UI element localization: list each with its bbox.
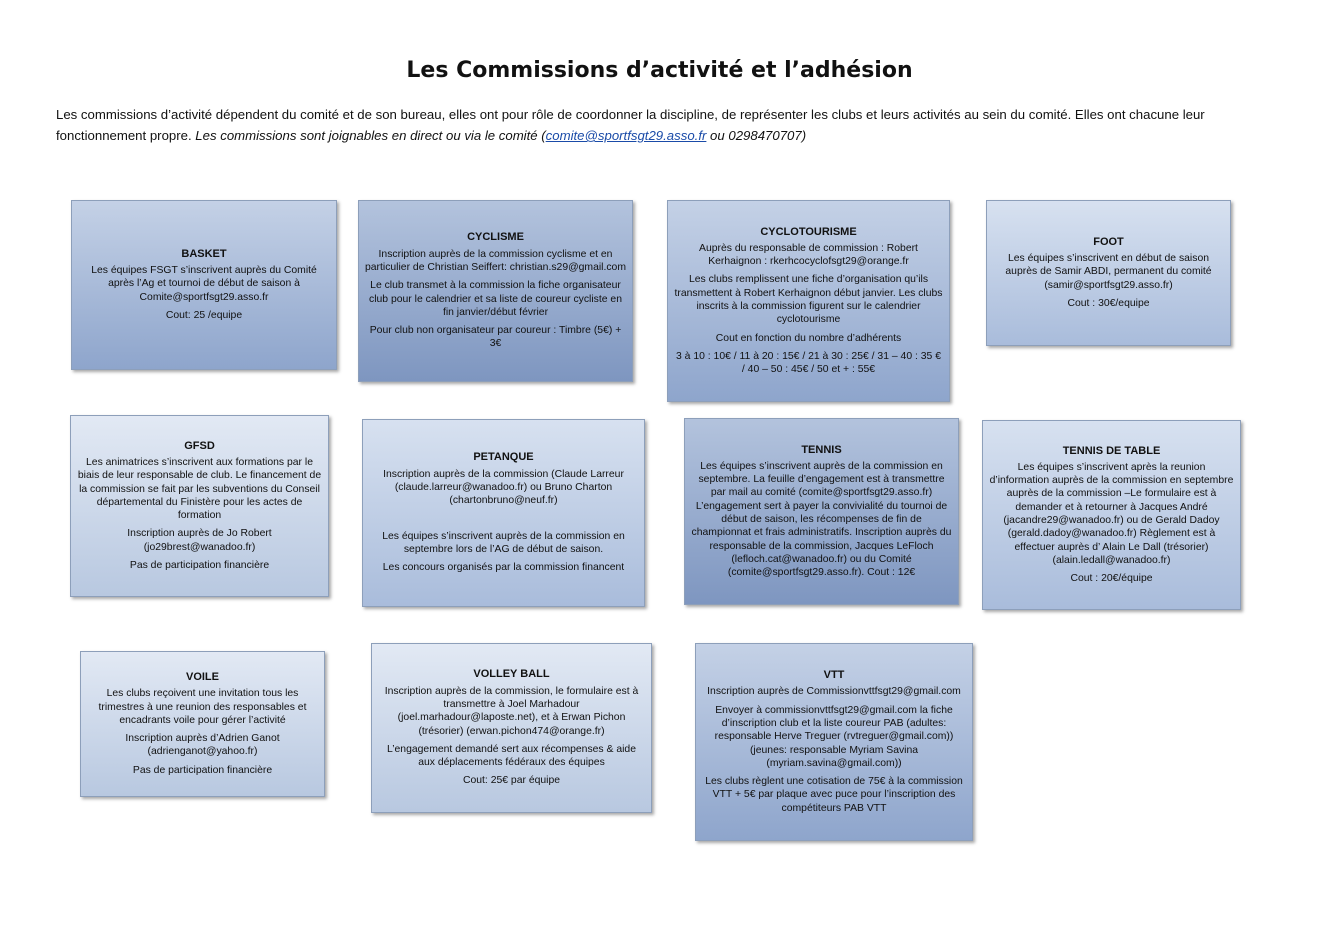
cyclisme-title: CYCLISME [467, 231, 524, 244]
foot-text: Les équipes s’inscrivent en début de saison auprès de Samir ABDI, permanent du comité (samir@sportfsgt29.asso.fr) [1005, 253, 1212, 291]
tennis-text: Les équipes s’inscrivent auprès de la commission en septembre. La feuille d’engagement est à transmettre par mail au comité (comite@sportfsgt29.asso.fr) L’engagement sert à payer la convivialité du tournoi de début de saison, les récompenses de fin de championnat et frais administratifs. Inscription auprès du responsable de la commission, Jacques LeFloch (lefloch.cat@wanadoo.fr) ou du Comité (comite@sportfsgt29.asso.fr). Cout : 12€ [691, 460, 952, 579]
foot-title: FOOT [1093, 235, 1124, 248]
petanque-text-2: Les équipes s’inscrivent auprès de la commission en septembre lors de l’AG de début de saison. [382, 530, 625, 555]
gfsd-text-3: Pas de participation financière [129, 560, 270, 572]
volley-title: VOLLEY BALL [473, 668, 550, 681]
voile-text-3: Pas de participation financière [132, 764, 273, 776]
tennis-title: TENNIS [801, 443, 842, 456]
cyclotourisme-text-2: Les clubs remplissent une fiche d’organisation qu’ils transmettent à Robert Kerhaignon début janvier. Les clubs inscrits à la commission figurent sur le calendrier cyclotourisme [674, 274, 943, 326]
gfsd-box [70, 415, 329, 597]
foot-box [986, 200, 1231, 346]
volley-text-1: Inscription auprès de la commission, le formulaire est à transmettre à Joel Marhadour (joel.marhadour@laposte.net), et à Erwan Pichon (trésorier) (erwan.pichon474@orange.fr) [384, 685, 639, 737]
page-title: Les Commissions d’activité et l’adhésion [406, 58, 913, 83]
cyclotourisme-title: CYCLOTOURISME [760, 225, 857, 238]
cyclisme-text-2: Le club transmet à la commission la fiche organisateur club pour le calendrier et sa liste de coureur cycliste en fin janvier/début février [369, 280, 622, 318]
foot-cost: Cout : 30€/equipe [1067, 297, 1150, 309]
vtt-text-1: Inscription auprès de Commissionvttfsgt29@gmail.com [707, 686, 961, 698]
comite-email-link[interactable]: comite@sportfsgt29.asso.fr [545, 128, 707, 143]
cyclisme-cost: Pour club non organisateur par coureur : Timbre (5€) + 3€ [369, 325, 622, 350]
petanque-text-1: Inscription auprès de la commission (Claude Larreur (claude.larreur@wanadoo.fr) ou Bruno Charton (chartonbruno@neuf.fr) [383, 468, 624, 507]
basket-title: BASKET [181, 247, 227, 260]
vtt-box [695, 643, 973, 841]
volley-cost: Cout: 25€ par équipe [462, 775, 561, 787]
voile-text-2: Inscription auprès d’Adrien Ganot (adrienganot@yahoo.fr) [125, 733, 280, 758]
basket-cost: Cout: 25 /equipe [165, 309, 243, 321]
petanque-box [362, 419, 645, 607]
intro-italic: Les commissions sont joignables en direct ou via le comité ( [195, 128, 546, 143]
petanque-title: PETANQUE [473, 451, 534, 464]
intro-text: Les commissions d’activité dépendent du comité et de son bureau, elles ont pour rôle de coordonner la discipline, de représenter les clubs et leurs activités au sein du comité. Elles ont chacune leur fonctionnement propre. [56, 107, 1205, 143]
voile-title: VOILE [185, 670, 219, 683]
tennis-table-box [982, 420, 1241, 610]
volley-box [371, 643, 652, 813]
basket-text: Les équipes FSGT s’inscrivent auprès du Comité après l’Ag et tournoi de début de saison à Comite@sportfsgt29.asso.fr [91, 265, 317, 303]
vtt-title: VTT [823, 669, 845, 682]
cyclisme-box [358, 200, 633, 382]
basket-box [71, 200, 337, 370]
vtt-cost: Les clubs règlent une cotisation de 75€ à la commission VTT + 5€ par plaque avec puce pour l’inscription des compétiteurs PAB VTT [705, 776, 963, 814]
voile-box [80, 651, 325, 797]
tennis-table-title: TENNIS DE TABLE [1062, 444, 1161, 457]
cyclotourisme-box [667, 200, 950, 402]
gfsd-text-2: Inscription auprès de Jo Robert (jo29brest@wanadoo.fr) [127, 528, 272, 553]
tennis-table-text: Les équipes s’inscrivent après la reunion d’information auprès de la commission en septembre auprès de la commission –Le formulaire est à demander et à retourner à Jacques André (jacandre29@wanadoo.fr) ou de Gerald Dadoy (gerald.dadoy@wanadoo.fr) Règlement est à effectuer auprès d’ Alain Le Dall (trésorier) (alain.ledall@wanadoo.fr) [989, 461, 1234, 566]
cyclotourisme-text-1: Auprès du responsable de commission : Robert Kerhaignon : rkerhcocyclofsgt29@orange.fr [699, 242, 918, 268]
volley-text-2: L’engagement demandé sert aux récompenses & aide aux déplacements fédéraux des équipes [387, 743, 636, 769]
intro-paragraph [56, 104, 1271, 146]
gfsd-title: GFSD [184, 439, 215, 452]
cyclisme-text-1: Inscription auprès de la commission cyclisme et en particulier de Christian Seiffert: christian.s29@gmail.com [365, 248, 626, 273]
petanque-text-3: Les concours organisés par la commission financent [382, 562, 625, 574]
tennis-box [684, 418, 959, 605]
voile-text-1: Les clubs reçoivent une invitation tous les trimestres à une reunion des responsables et encadrants voile pour gérer l’activité [98, 688, 307, 726]
cyclotourisme-cost: 3 à 10 : 10€ / 11 à 20 : 15€ / 21 à 30 : 25€ / 31 – 40 : 35 € / 40 – 50 : 45€ / 50 et + : 55€ [676, 350, 941, 376]
intro-phone: ou 0298470707) [706, 128, 807, 143]
gfsd-text-1: Les animatrices s’inscrivent aux formations par le biais de leur responsable de club. Le financement de la commission se fait par les subventions du Conseil départemental du Finistère pour les actes de formation [77, 456, 322, 522]
tennis-table-cost: Cout : 20€/équipe [1070, 573, 1153, 585]
cyclotourisme-text-3: Cout en fonction du nombre d’adhérents [715, 332, 902, 344]
vtt-text-2: Envoyer à commissionvttfsgt29@gmail.com la fiche d’inscription club et la liste coureur PAB (adultes: responsable Herve Treguer (rvtreguer@gmail.com)) (jeunes: responsable Myriam Savina (myriam.savina@gmail.com)) [714, 704, 954, 769]
